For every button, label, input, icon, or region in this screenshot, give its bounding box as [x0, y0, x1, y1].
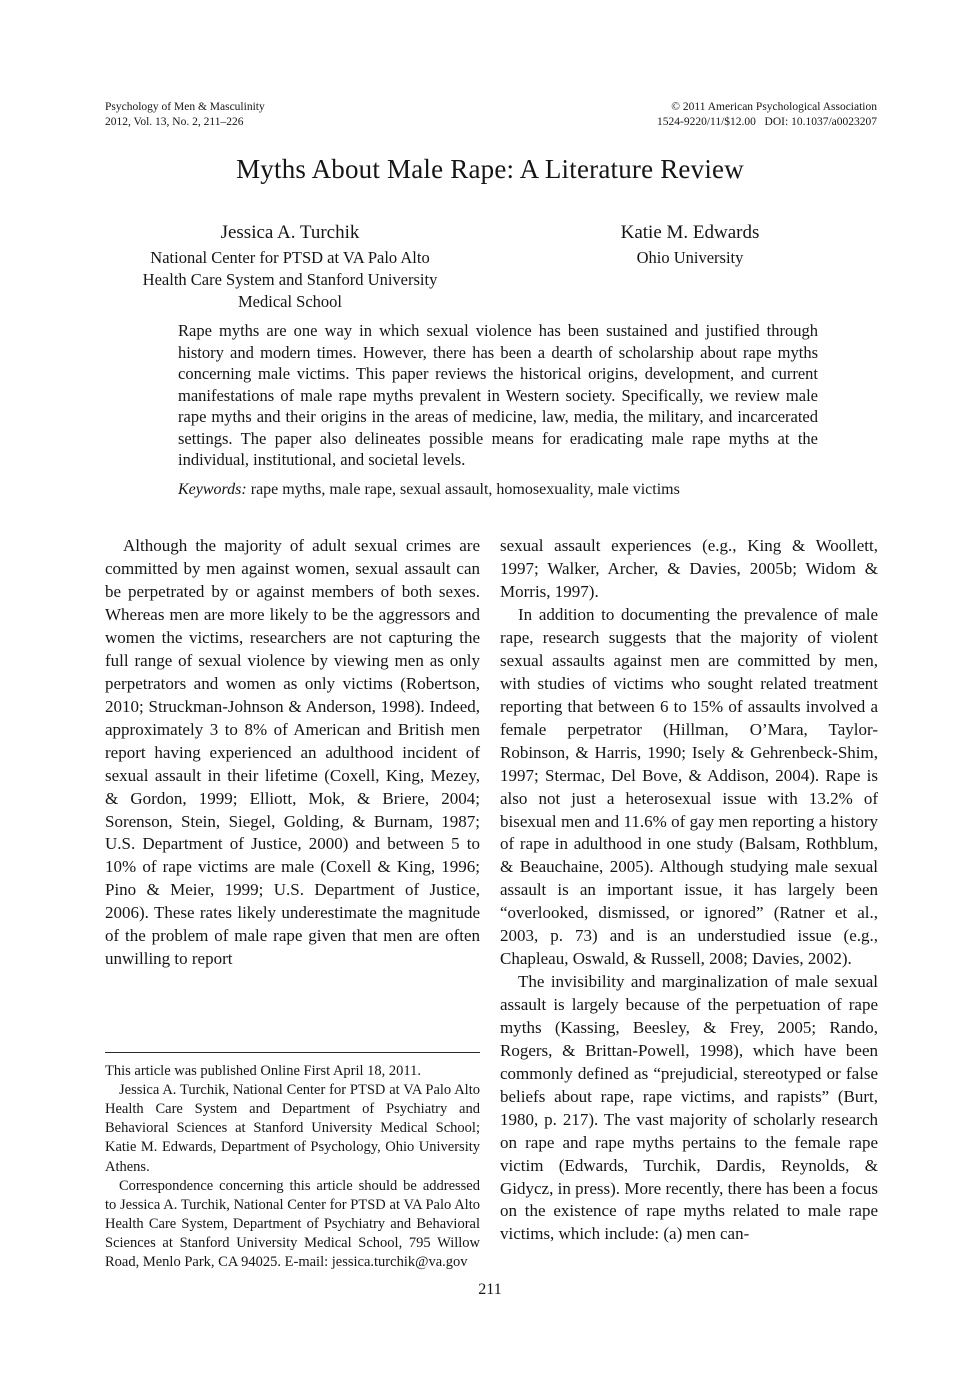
article-body: [105, 535, 878, 1272]
footnote-paragraph: This article was published Online First April 18, 2011.: [105, 1062, 422, 1079]
right-column: [500, 535, 878, 1272]
author-affiliation: National Center for PTSD at VA Palo Alto Health Care System and Stanford University Medical School: [142, 248, 438, 311]
copyright-info: [657, 100, 877, 130]
left-column: [105, 535, 480, 1272]
author-note: [105, 1052, 480, 1272]
footnote-paragraph: Correspondence concerning this article should be addressed to Jessica A. Turchik, National Center for PTSD at VA Palo Alto Health Care System, Department of Psychiatry and Behavioral Sciences at Stanford University Medical School, 795 Willow Road, Menlo Park, CA 94025. E-mail: jessica.turchik@va.gov: [105, 1177, 480, 1271]
journal-issue: 2012, Vol. 13, No. 2, 211–226: [105, 116, 244, 129]
copyright-line: © 2011 American Psychological Association: [671, 101, 877, 113]
footnote-divider: [105, 1052, 480, 1053]
keywords-text: rape myths, male rape, sexual assault, homosexuality, male victims: [250, 481, 680, 499]
author-affiliation: Ohio University: [636, 248, 744, 268]
page-number: 211: [478, 1281, 502, 1299]
journal-info: [105, 100, 265, 130]
issn-doi-line: 1524-9220/11/$12.00 DOI: 10.1037/a0023207: [657, 116, 877, 129]
body-paragraph: sexual assault experiences (e.g., King & Woollett, 1997; Walker, Archer, & Davies, 2005b; Widom & Morris, 1997).: [500, 536, 878, 602]
author-block-1: [120, 221, 460, 312]
keywords-line: [178, 480, 818, 501]
footnote-paragraph: Jessica A. Turchik, National Center for PTSD at VA Palo Alto Health Care System and Department of Psychiatry and Behavioral Sciences at Stanford University Medical School; Katie M. Edwards, Department of Psychology, Ohio University Athens.: [105, 1082, 480, 1175]
journal-name: Psychology of Men & Masculinity: [105, 101, 265, 113]
paper-title: Myths About Male Rape: A Literature Review: [236, 154, 744, 185]
keywords-label: Keywords:: [178, 481, 247, 499]
author-byline: [120, 221, 980, 312]
body-paragraph: Although the majority of adult sexual crimes are committed by men against women, sexual assault can be perpetrated by or against members of both sexes. Whereas men are more likely to be the aggressors and women the victims, researchers are not capturing the full range of sexual violence by viewing men as only perpetrators and women as only victims (Robertson, 2010; Struckman-Johnson & Anderson, 1998). Indeed, approximately 3 to 8% of American and British men report having experienced an adulthood incident of sexual assault in their lifetime (Coxell, King, Mezey, & Gordon, 1999; Elliott, Mok, & Briere, 2004; Sorenson, Stein, Siegel, Golding, & Burnam, 1987; U.S. Department of Justice, 2000) and between 5 to 10% of rape victims are male (Coxell & King, 1996; Pino & Meier, 1999; U.S. Department of Justice, 2006). These rates likely underestimate the magnitude of the problem of male rape given that men are often unwilling to report: [105, 536, 480, 969]
author-block-2: [540, 221, 840, 312]
author-name: Katie M. Edwards: [620, 222, 760, 244]
body-paragraph: The invisibility and marginalization of male sexual assault is largely because of the perpetuation of rape myths (Kassing, Beesley, & Frey, 2005; Rando, Rogers, & Brittan-Powell, 1998), which have been commonly defined as “prejudicial, stereotyped or false beliefs about rape, rape victims, and rapists” (Burt, 1980, p. 217). The vast majority of scholarly research on rape and rape myths pertains to the female rape victim (Edwards, Turchik, Dardis, Reynolds, & Gidycz, in press). More recently, there has been a focus on the existence of rape myths related to male rape victims, which include: (a) men can-: [500, 972, 878, 1244]
body-paragraph: In addition to documenting the prevalence of male rape, research suggests that the majority of violent sexual assaults against men are committed by men, with studies of victims who sought related treatment reporting that between 6 to 15% of assaults involved a female perpetrator (Hillman, O’Mara, Taylor-Robinson, & Harris, 1990; Isely & Gehrenbeck-Shim, 1997; Stermac, Del Bove, & Addison, 2004). Rape is also not just a heterosexual issue with 13.2% of bisexual men and 11.6% of gay men reporting a history of rape in adulthood in one study (Balsam, Rothblum, & Beauchaine, 2005). Although studying male sexual assault is an important issue, it has largely been “overlooked, dismissed, or ignored” (Ratner et al., 2003, p. 73) and is an understudied issue (e.g., Chapleau, Oswald, & Russell, 2008; Davies, 2002).: [500, 605, 878, 969]
abstract-text: Rape myths are one way in which sexual violence has been sustained and justified through history and modern times. However, there has been a dearth of scholarship about rape myths concerning male victims. This paper reviews the historical origins, development, and current manifestations of male rape myths prevalent in Western society. Specifically, we review male rape myths and their origins in the areas of medicine, law, media, the military, and incarcerated settings. The paper also delineates possible means for eradicating male rape myths at the individual, institutional, and societal levels.: [178, 321, 818, 470]
running-head: [0, 0, 980, 130]
author-name: Jessica A. Turchik: [220, 222, 360, 244]
